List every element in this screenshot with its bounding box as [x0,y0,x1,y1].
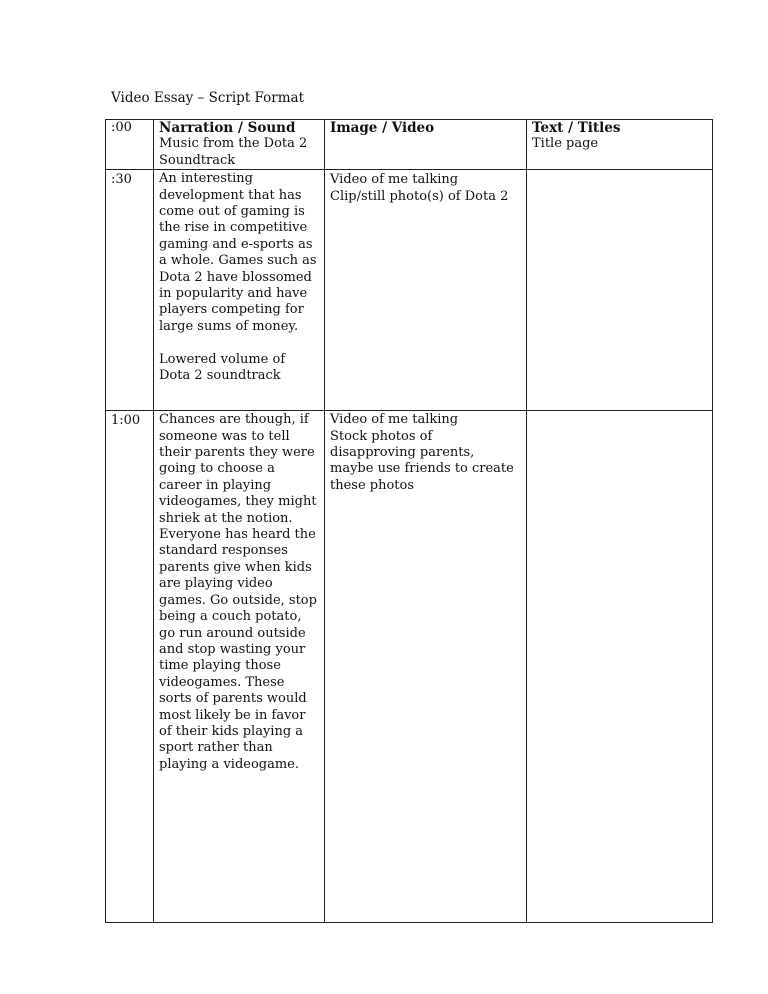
table-row [106,120,713,170]
table-row [106,411,713,923]
image-cell [325,170,527,411]
image-text: Video of me talking [330,412,459,428]
timestamp: :30 [111,172,132,188]
script-table [105,119,713,923]
image-text: Stock photos of disapproving parents, maybe use friends to create these photos [330,428,514,493]
narration-cue: Lowered volume of Dota 2 soundtrack [159,351,286,384]
narration-cell [154,170,325,411]
narration-header: Narration / Sound [159,120,296,136]
paragraph-gap [159,335,319,351]
narration-text: An interesting development that has come out of gaming is the rise in competitive gaming and e-sports as a whole. Games such as Dota 2 have blossomed in popularity and have players competing for large sums of money. [159,171,317,334]
narration-text: Music from the Dota 2 Soundtrack [159,136,308,168]
narration-cell [154,411,325,923]
text-header: Text / Titles [532,120,621,136]
image-cell [325,120,527,170]
timestamp: 1:00 [111,413,141,429]
image-text: Video of me talking [330,172,459,188]
table-row [106,170,713,411]
time-cell [106,170,154,411]
image-header: Image / Video [330,120,435,136]
image-cell [325,411,527,923]
document-title: Video Essay – Script Format [111,90,305,106]
text-titles-text: Title page [532,136,599,152]
time-cell [106,120,154,170]
narration-text: Chances are though, if someone was to tell their parents they were going to choose a career in playing videogames, they might shriek at the notion. Everyone has heard the standard responses parents give when kids are playing video games. Go outside, stop being a couch potato, go run around outside and stop wasting your time playing those videogames. These sorts of parents would most likely be in favor of their kids playing a sport rather than playing a videogame. [159,412,317,772]
timestamp: :00 [111,120,132,135]
text-cell [527,120,713,170]
time-cell [106,411,154,923]
text-cell [527,170,713,411]
text-cell [527,411,713,923]
narration-cell [154,120,325,170]
image-text: Clip/still photo(s) of Dota 2 [330,188,509,204]
